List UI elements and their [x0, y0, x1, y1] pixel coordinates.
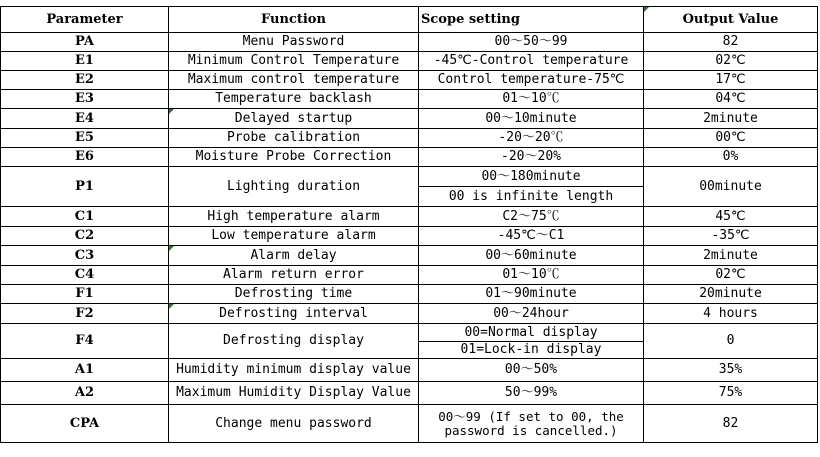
- output-value-cell: 17℃: [644, 71, 818, 90]
- output-value-cell: 45℃: [644, 207, 818, 227]
- scope-cell: 50～99%: [419, 382, 644, 405]
- output-value-cell: 0: [644, 324, 818, 359]
- output-value-cell: 02℃: [644, 52, 818, 71]
- table-row: [1, 33, 818, 52]
- parameter-code: E3: [1, 90, 169, 109]
- header-parameter: Parameter: [1, 7, 169, 33]
- function-cell: Alarm delay: [169, 246, 419, 266]
- parameter-code: C1: [1, 207, 169, 227]
- header-scope-setting: Scope setting: [419, 7, 644, 33]
- table-row: [1, 405, 818, 424]
- scope-cell: C2～75℃: [419, 207, 644, 227]
- table-row: [1, 285, 818, 304]
- scope-cell: [419, 405, 644, 443]
- function-cell: High temperature alarm: [169, 207, 419, 227]
- scope-cell: 00～10minute: [419, 109, 644, 129]
- function-cell: Maximum Humidity Display Value: [169, 382, 419, 405]
- header-function: Function: [169, 7, 419, 33]
- function-cell: Defrosting interval: [169, 304, 419, 324]
- table-row: [1, 129, 818, 148]
- function-cell: Probe calibration: [169, 129, 419, 148]
- output-value-cell: 00℃: [644, 129, 818, 148]
- parameter-code: F2: [1, 304, 169, 324]
- parameter-code: C2: [1, 227, 169, 246]
- table-row: [1, 324, 818, 342]
- parameter-code: CPA: [1, 405, 169, 443]
- output-value-cell: 02℃: [644, 266, 818, 285]
- scope-cell-secondary: 00 is infinite length: [419, 187, 644, 207]
- parameter-code: E1: [1, 52, 169, 71]
- function-cell: Maximum control temperature: [169, 71, 419, 90]
- header-output-value: Output Value: [644, 7, 818, 33]
- output-value-cell: 35%: [644, 359, 818, 382]
- output-value-cell: 2minute: [644, 109, 818, 129]
- scope-cell: -20～20%: [419, 148, 644, 167]
- parameter-code: E6: [1, 148, 169, 167]
- parameter-code: F4: [1, 324, 169, 359]
- table-row: [1, 359, 818, 382]
- table-row: [1, 266, 818, 285]
- scope-cell: 00=Normal display: [419, 324, 644, 342]
- output-value-cell: 20minute: [644, 285, 818, 304]
- function-cell: Moisture Probe Correction: [169, 148, 419, 167]
- table-row: [1, 304, 818, 324]
- scope-cell: -45℃-Control temperature: [419, 52, 644, 71]
- function-cell: Menu Password: [169, 33, 419, 52]
- output-value-cell: 04℃: [644, 90, 818, 109]
- function-cell: Lighting duration: [169, 167, 419, 207]
- parameter-code: P1: [1, 167, 169, 207]
- table-row: [1, 148, 818, 167]
- output-value-cell: 4 hours: [644, 304, 818, 324]
- parameter-code: C3: [1, 246, 169, 266]
- header-row: [1, 7, 818, 33]
- parameter-code: A2: [1, 382, 169, 405]
- scope-cell: 01～90minute: [419, 285, 644, 304]
- parameter-code: PA: [1, 33, 169, 52]
- output-value-cell: 82: [644, 33, 818, 52]
- scope-cell: 00～50%: [419, 359, 644, 382]
- scope-cell: Control temperature-75℃: [419, 71, 644, 90]
- function-cell: Alarm return error: [169, 266, 419, 285]
- scope-line: 00～99 (If set to 00, the: [438, 408, 624, 424]
- function-cell: Temperature backlash: [169, 90, 419, 109]
- function-cell: Low temperature alarm: [169, 227, 419, 246]
- scope-cell: 00～24hour: [419, 304, 644, 324]
- scope-cell: 00～60minute: [419, 246, 644, 266]
- parameter-table: [0, 6, 818, 443]
- table-row: [1, 71, 818, 90]
- table-row: [1, 207, 818, 227]
- table-row: [1, 246, 818, 266]
- parameter-code: F1: [1, 285, 169, 304]
- parameter-code: E2: [1, 71, 169, 90]
- scope-cell-secondary: 01=Lock-in display: [419, 342, 644, 359]
- scope-cell: -20～20℃: [419, 129, 644, 148]
- parameter-code: A1: [1, 359, 169, 382]
- output-value-cell: 75%: [644, 382, 818, 405]
- scope-cell: 01～10℃: [419, 90, 644, 109]
- scope-cell: 00～180minute: [419, 167, 644, 187]
- table-row: [1, 109, 818, 129]
- scope-line: password is cancelled.): [444, 422, 618, 438]
- scope-cell: 01～10℃: [419, 266, 644, 285]
- scope-cell: 00～50～99: [419, 33, 644, 52]
- function-cell: Minimum Control Temperature: [169, 52, 419, 71]
- output-value-cell: 0%: [644, 148, 818, 167]
- table-row: [1, 52, 818, 71]
- parameter-code: E5: [1, 129, 169, 148]
- output-value-cell: 00minute: [644, 167, 818, 207]
- function-cell: Humidity minimum display value: [169, 359, 419, 382]
- function-cell: Defrosting display: [169, 324, 419, 359]
- parameter-code: E4: [1, 109, 169, 129]
- function-cell: Change menu password: [169, 405, 419, 443]
- output-value-cell: 82: [644, 405, 818, 443]
- table-row: [1, 90, 818, 109]
- table-row: [1, 167, 818, 187]
- function-cell: Delayed startup: [169, 109, 419, 129]
- scope-cell: -45℃～C1: [419, 227, 644, 246]
- output-value-cell: -35℃: [644, 227, 818, 246]
- function-cell: Defrosting time: [169, 285, 419, 304]
- output-value-cell: 2minute: [644, 246, 818, 266]
- parameter-code: C4: [1, 266, 169, 285]
- table-row: [1, 227, 818, 246]
- table-row: [1, 382, 818, 405]
